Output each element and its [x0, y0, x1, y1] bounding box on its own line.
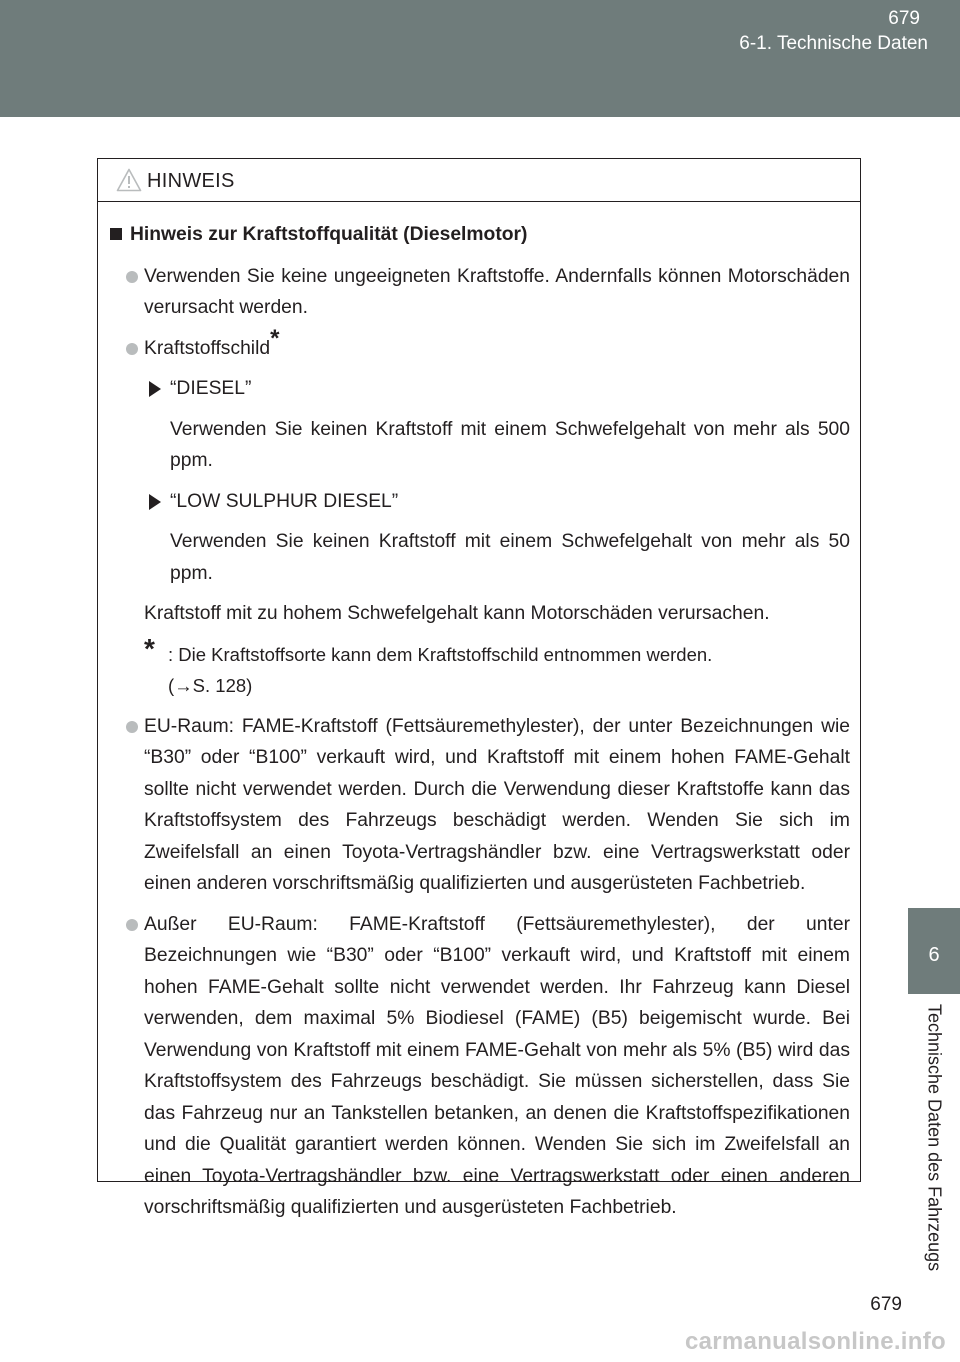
footnote-star: * [144, 632, 155, 664]
list-item [98, 261, 860, 324]
fuel-type-item [98, 486, 860, 518]
notice-box [97, 158, 861, 1218]
fuel-type-description: Verwenden Sie keinen Kraftstoff mit einem Schwefelgehalt von mehr als 50 ppm. [170, 531, 850, 584]
fuel-type-label: “DIESEL” [170, 378, 252, 399]
header-page-number: 679 [888, 8, 920, 29]
chapter-tab[interactable] [908, 908, 960, 994]
footnote-marker: * [270, 324, 280, 352]
round-bullet-icon [126, 343, 138, 355]
header-bar [0, 0, 960, 117]
fuel-type-description: Verwenden Sie keinen Kraftstoff mit einem Schwefelgehalt von mehr als 500 ppm. [170, 418, 850, 471]
section-heading-text: Hinweis zur Kraftstoffqualität (Dieselmotor) [130, 224, 528, 245]
chapter-label: Technische Daten des Fahrzeugs [924, 1004, 945, 1272]
footnote-text: : Die Kraftstoffsorte kann dem Kraftstoffschild entnommen werden. [168, 643, 713, 665]
section-heading [98, 219, 860, 251]
page-reference-link[interactable]: (→S. 128) [168, 675, 253, 696]
arrow-right-icon [149, 381, 161, 397]
watermark: carmanualsonline.info [684, 1328, 946, 1355]
list-item [98, 324, 860, 365]
notice-title: HINWEIS [147, 170, 235, 192]
warning-triangle-icon [116, 168, 142, 197]
list-item [98, 909, 860, 1224]
list-item-text: Kraftstoffschild [144, 337, 271, 359]
square-bullet-icon [110, 228, 122, 240]
list-item-text: Außer EU-Raum: FAME-Kraftstoff (Fettsäuremethylester), der unter Bezeichnungen wie “B30” oder “B100” verkauft wird, und Kraftstoff mit einem hohen FAME-Gehalt sollte nicht verwendet werden. Ihr Fahrzeug kann Diesel verwenden, dem maximal 5% Biodiesel (FAME) (B5) beigemischt wurde. Bei Verwendung von Kraftstoff mit einem FAME-Gehalt von mehr als 5% (B5) wird das Kraftstoffsystem des Fahrzeugs beschädigt. Sie müssen sicherstellen, dass Sie das Fahrzeug nur an Tankstellen betanken, an denen die Kraftstoffspezifikationen und die Qualität garantiert werden können. Wenden Sie sich im Zweifelsfall an einen Toyota-Vertragshändler bzw. eine Vertragswerkstatt oder einen anderen vorschriftsmäßig qualifizierten und ausgerüsteten Fachbetrieb. [144, 913, 850, 1218]
round-bullet-icon [126, 271, 138, 283]
header-section-title: 6-1. Technische Daten [739, 33, 928, 54]
fuel-type-label: “LOW SULPHUR DIESEL” [170, 490, 399, 512]
footnote [98, 632, 860, 702]
round-bullet-icon [126, 721, 138, 733]
sulphur-warning: Kraftstoff mit zu hohem Schwefelgehalt kann Motorschäden verursachen. [144, 603, 770, 624]
arrow-right-icon [149, 494, 161, 510]
round-bullet-icon [126, 919, 138, 931]
list-item-text: EU-Raum: FAME-Kraftstoff (Fettsäuremethylester), der unter Bezeichnungen wie “B30” oder “B100” verkauft wird, und Kraftstoff mit einem hohen FAME-Gehalt sollte nicht verwendet werden. Durch die Verwendung dieser Kraftstoffe kann das Kraftstoffsystem des Fahrzeugs beschädigt werden. Wenden Sie sich im Zweifelsfall an einen Toyota-Vertragshändler bzw. eine Vertragswerkstatt oder einen anderen vorschriftsmäßig qualifizierten und ausgerüsteten Fachbetrieb. [144, 715, 850, 894]
page-number: 679 [870, 1294, 902, 1315]
chapter-number: 6 [928, 944, 940, 966]
fuel-type-item [98, 373, 860, 405]
notice-content [98, 219, 860, 1233]
notice-header [98, 159, 860, 202]
list-item [98, 711, 860, 900]
list-item-text: Verwenden Sie keine ungeeigneten Kraftstoffe. Andernfalls können Motorschäden verursacht werden. [144, 265, 850, 318]
